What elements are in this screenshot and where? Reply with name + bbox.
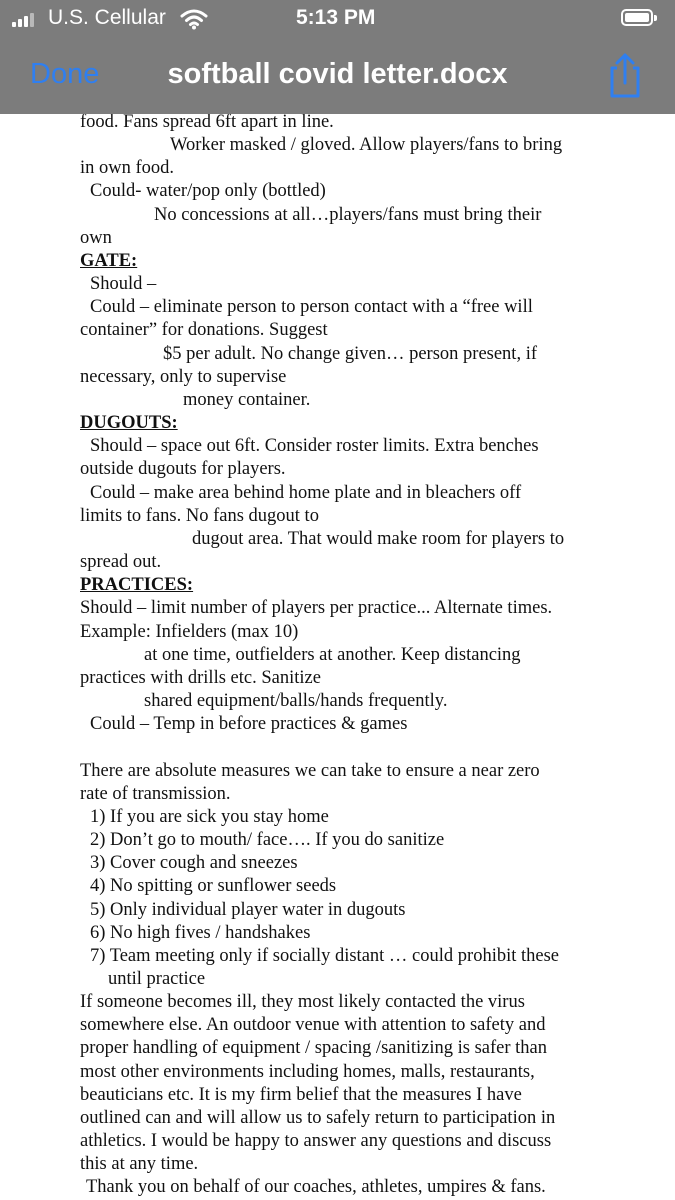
doc-line: Thank you on behalf of our coaches, athletes, umpires & fans. [86, 1177, 546, 1197]
doc-line: Should – limit number of players per practice... Alternate times. [80, 598, 553, 618]
wifi-icon [180, 8, 208, 30]
document-body[interactable] [0, 114, 675, 1200]
doc-line: beauticians etc. It is my firm belief that the measures I have [80, 1085, 522, 1105]
doc-line: Worker masked / gloved. Allow players/fans to bring [170, 135, 563, 155]
doc-line: food. Fans spread 6ft apart in line. [80, 114, 334, 132]
list-item: 5) Only individual player water in dugouts [90, 900, 406, 920]
list-item: 2) Don’t go to mouth/ face…. If you do sanitize [90, 830, 445, 850]
status-time: 5:13 PM [296, 6, 376, 29]
list-item: 7) Team meeting only if socially distant … could prohibit these [90, 946, 559, 966]
doc-line: Could – eliminate person to person contact with a “free will [90, 297, 533, 317]
doc-line: container” for donations. Suggest [80, 320, 328, 340]
doc-line: most other environments including homes, malls, restaurants, [80, 1062, 535, 1082]
doc-line: athletics. I would be happy to answer any questions and discuss [80, 1131, 552, 1151]
list-item: 6) No high fives / handshakes [90, 923, 311, 943]
doc-line: No concessions at all…players/fans must bring their [154, 205, 542, 225]
doc-line: Could- water/pop only (bottled) [90, 181, 326, 201]
doc-line: There are absolute measures we can take to ensure a near zero [80, 761, 540, 781]
doc-line: outlined can and will allow us to safely return to participation in [80, 1108, 556, 1128]
doc-line: dugout area. That would make room for players to [192, 529, 565, 549]
doc-line: at one time, outfielders at another. Keep distancing [144, 645, 521, 665]
doc-line: in own food. [80, 158, 175, 178]
section-heading-practices: PRACTICES: [80, 575, 194, 595]
doc-line: Should – space out 6ft. Consider roster limits. Extra benches [90, 436, 539, 456]
document-title: softball covid letter.docx [167, 58, 508, 90]
doc-line: spread out. [80, 552, 162, 572]
doc-line: $5 per adult. No change given… person present, if [163, 344, 538, 364]
doc-line: Could – make area behind home plate and in bleachers off [90, 483, 522, 503]
doc-line: own [80, 228, 112, 248]
cellular-signal-icon [12, 11, 42, 27]
doc-line: proper handling of equipment / spacing /sanitizing is safer than [80, 1038, 548, 1058]
document-nav-bar [0, 38, 675, 114]
doc-line: Should – [90, 274, 157, 294]
doc-line: outside dugouts for players. [80, 459, 286, 479]
list-item: 4) No spitting or sunflower seeds [90, 876, 337, 896]
doc-line: practices with drills etc. Sanitize [80, 668, 321, 688]
doc-line: this at any time. [80, 1154, 199, 1174]
carrier-name: U.S. Cellular [48, 6, 166, 29]
section-heading-gate: GATE: [80, 251, 138, 271]
doc-line: somewhere else. An outdoor venue with attention to safety and [80, 1015, 546, 1035]
doc-line: necessary, only to supervise [80, 367, 287, 387]
battery-icon [621, 9, 659, 28]
doc-line: Example: Infielders (max 10) [80, 622, 299, 642]
doc-line: Could – Temp in before practices & games [90, 714, 408, 734]
doc-line: money container. [183, 390, 311, 410]
doc-line: limits to fans. No fans dugout to [80, 506, 319, 526]
list-item: 3) Cover cough and sneezes [90, 853, 298, 873]
done-button[interactable]: Done [30, 58, 100, 90]
doc-line: If someone becomes ill, they most likely contacted the virus [80, 992, 525, 1012]
list-item: 1) If you are sick you stay home [90, 807, 329, 827]
status-bar [0, 0, 675, 38]
doc-line: until practice [108, 969, 206, 989]
doc-line: shared equipment/balls/hands frequently. [144, 691, 448, 711]
doc-line: rate of transmission. [80, 784, 231, 804]
share-icon[interactable] [603, 52, 647, 100]
section-heading-dugouts: DUGOUTS: [80, 413, 178, 433]
